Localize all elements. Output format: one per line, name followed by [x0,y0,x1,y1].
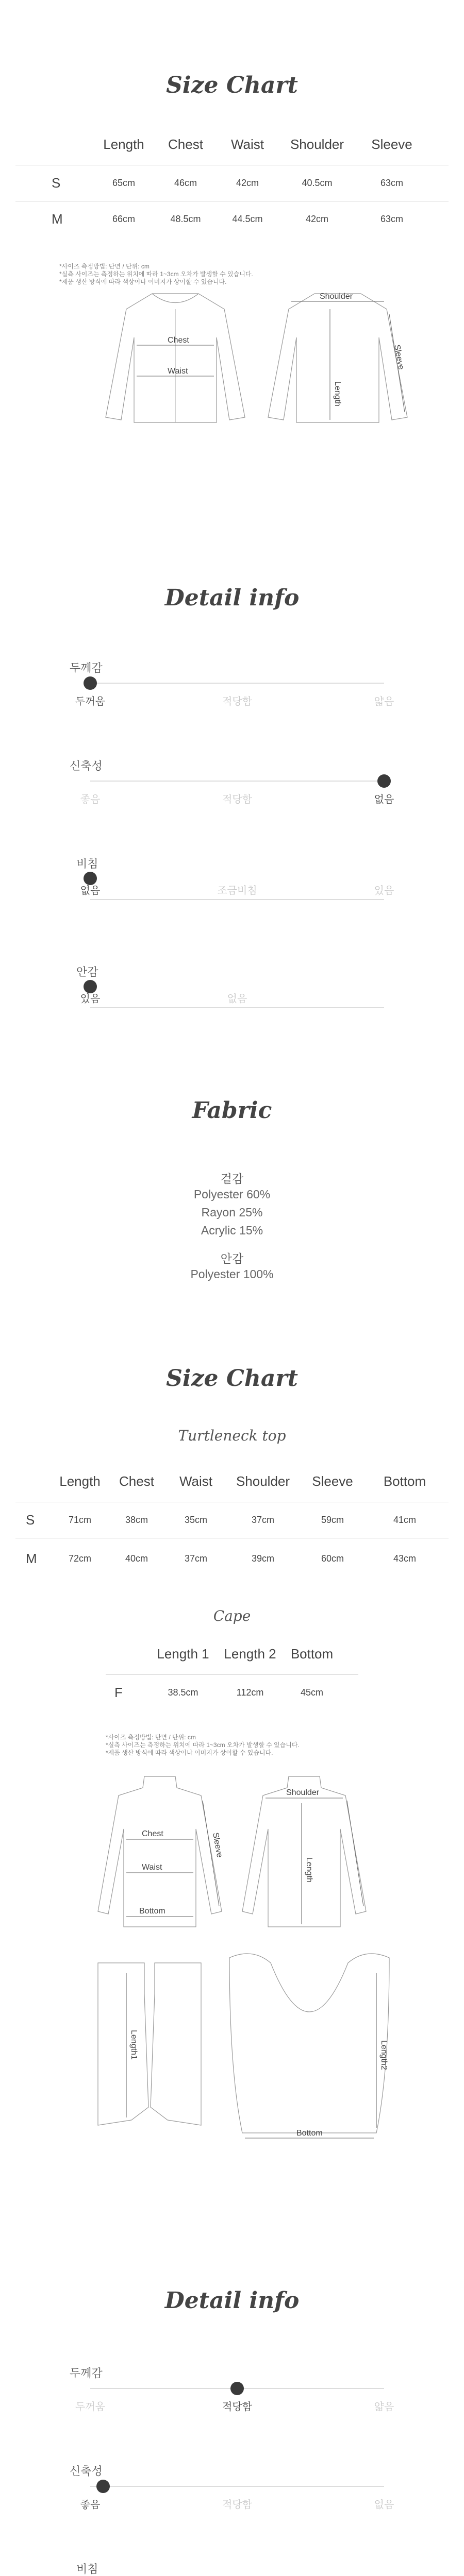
option-label: 있음 [374,885,394,896]
table-cell: 63cm [380,214,403,224]
note-line: *사이즈 측정방법: 단면 / 단위: cm [106,1734,196,1741]
table-cell: 37cm [184,1553,207,1564]
table-cell: 44.5cm [232,214,263,224]
detail-info-title: Detail info [164,585,300,611]
table-cell: 46cm [174,178,197,188]
label-sleeve: Sleeve [392,344,406,370]
label-bottom: Bottom [296,2129,323,2138]
detail-label-stretch: 신축성 [70,2465,103,2478]
fabric-title: Fabric [192,1097,272,1124]
col-header-shoulder: Shoulder [236,1473,290,1489]
detail-label-thickness: 두께감 [70,662,103,674]
table-cell: 43cm [393,1553,416,1564]
col-header-waist: Waist [230,137,264,152]
col-header-chest: Chest [119,1473,154,1489]
fabric-item: Rayon 25% [201,1206,263,1219]
col-header-length2: Length 2 [224,1646,276,1662]
row-size-label: M [26,1551,37,1566]
table-cell: 40cm [125,1553,148,1564]
detail-label-lining: 안감 [76,965,98,978]
option-label: 없음 [80,885,101,896]
label-length1: Length1 [129,2030,138,2060]
table-cell: 59cm [321,1515,344,1525]
option-label: 적당함 [222,2499,252,2511]
col-header-length1: Length 1 [157,1646,209,1662]
table-cell: 38.5cm [168,1687,198,1698]
col-header-chest: Chest [168,137,203,152]
table-cell: 45cm [300,1687,323,1698]
table-cell: 42cm [236,178,259,188]
slider-track [90,899,384,900]
size-chart-title: Size Chart [166,72,298,98]
slider-track [90,1007,384,1008]
label-length2: Length2 [379,2040,388,2070]
option-label: 적당함 [222,2401,252,2413]
turtleneck-subtitle: Turtleneck top [178,1427,286,1444]
col-header-shoulder: Shoulder [290,137,344,152]
label-shoulder: Shoulder [320,292,353,301]
note-line: *제품 생산 방식에 따라 색상이나 이미지가 상이할 수 있습니다. [106,1749,273,1756]
note-line: *실측 사이즈는 측정하는 위치에 따라 1~3cm 오차가 발생할 수 있습니다. [106,1741,300,1749]
slider-dot [377,774,391,788]
measurement-notes [106,1734,436,1757]
label-waist: Waist [168,367,188,376]
size-chart-title: Size Chart [166,1365,298,1392]
option-label: 없음 [374,794,394,805]
col-header-sleeve: Sleeve [371,137,412,152]
row-size-label: M [52,211,63,227]
table-cell: 41cm [393,1515,416,1525]
option-label: 좋음 [80,2499,101,2511]
label-shoulder: Shoulder [286,1788,320,1797]
slider-track [90,2486,384,2487]
label-chest: Chest [168,336,189,345]
row-size-label: F [114,1685,123,1700]
fabric-item: Polyester 60% [193,1188,271,1201]
slider-dot [96,2480,110,2493]
table-cell: 42cm [305,214,328,224]
note-line: *실측 사이즈는 측정하는 위치에 따라 1~3cm 오차가 발생할 수 있습니다. [59,270,253,278]
slider-dot [230,2382,244,2395]
fabric-group-outer: 겉감 [220,1172,244,1185]
col-header-bottom: Bottom [290,1646,334,1662]
cape-front-diagram [88,1953,211,2138]
table-cell: 48.5cm [170,214,201,224]
option-label: 얇음 [374,696,394,707]
option-label: 두꺼움 [75,696,105,707]
option-label: 얇음 [374,2401,394,2413]
table-cell: 72cm [68,1553,91,1564]
label-length: Length [333,381,342,406]
table-cell: 63cm [380,178,403,188]
fabric-item: Acrylic 15% [201,1224,263,1237]
cape-subtitle: Cape [213,1607,251,1624]
col-header-sleeve: Sleeve [312,1473,353,1489]
turtleneck-back-diagram [229,1772,384,1937]
detail-label-sheerness: 비침 [76,857,98,870]
slider-dot [84,676,97,690]
option-label: 조금비침 [217,885,257,896]
row-size-label: S [26,1512,35,1528]
table-divider [106,1674,358,1675]
col-header-bottom: Bottom [383,1473,426,1489]
table-cell: 37cm [251,1515,274,1525]
option-label: 좋음 [80,794,101,805]
label-chest: Chest [142,1829,163,1838]
label-bottom: Bottom [139,1907,165,1916]
option-label: 없음 [374,2499,394,2511]
cape-back-diagram [222,1942,397,2148]
label-sleeve: Sleeve [211,1832,224,1858]
turtleneck-front-diagram [85,1772,240,1937]
table-cell: 39cm [251,1553,274,1564]
note-line: *제품 생산 방식에 따라 색상이나 이미지가 상이할 수 있습니다. [59,278,227,285]
option-label: 없음 [227,993,247,1005]
option-label: 적당함 [222,696,252,707]
table-cell: 65cm [112,178,135,188]
detail-label-stretch: 신축성 [70,759,103,772]
jacket-back-diagram [253,289,423,433]
fabric-group-lining: 안감 [220,1252,244,1265]
table-cell: 60cm [321,1553,344,1564]
table-cell: 66cm [112,214,135,224]
slider-track [90,781,384,782]
col-header-waist: Waist [179,1473,213,1489]
option-label: 두꺼움 [75,2401,105,2413]
slider-track [90,683,384,684]
col-header-length: Length [103,137,144,152]
measurement-notes [59,263,389,286]
table-cell: 112cm [236,1687,264,1698]
option-label: 있음 [80,993,101,1005]
row-size-label: S [52,175,61,191]
label-waist: Waist [142,1863,162,1872]
table-cell: 35cm [184,1515,207,1525]
table-cell: 71cm [68,1515,91,1525]
jacket-front-diagram [90,289,260,433]
option-label: 적당함 [222,794,252,805]
detail-label-sheerness: 비침 [76,2563,98,2575]
note-line: *사이즈 측정방법: 단면 / 단위: cm [59,263,150,270]
col-header-length: Length [59,1473,101,1489]
detail-info-title: Detail info [164,2287,300,2314]
table-cell: 38cm [125,1515,148,1525]
detail-label-thickness: 두께감 [70,2367,103,2380]
fabric-item: Polyester 100% [190,1267,274,1281]
label-length: Length [305,1857,313,1883]
table-cell: 40.5cm [302,178,333,188]
